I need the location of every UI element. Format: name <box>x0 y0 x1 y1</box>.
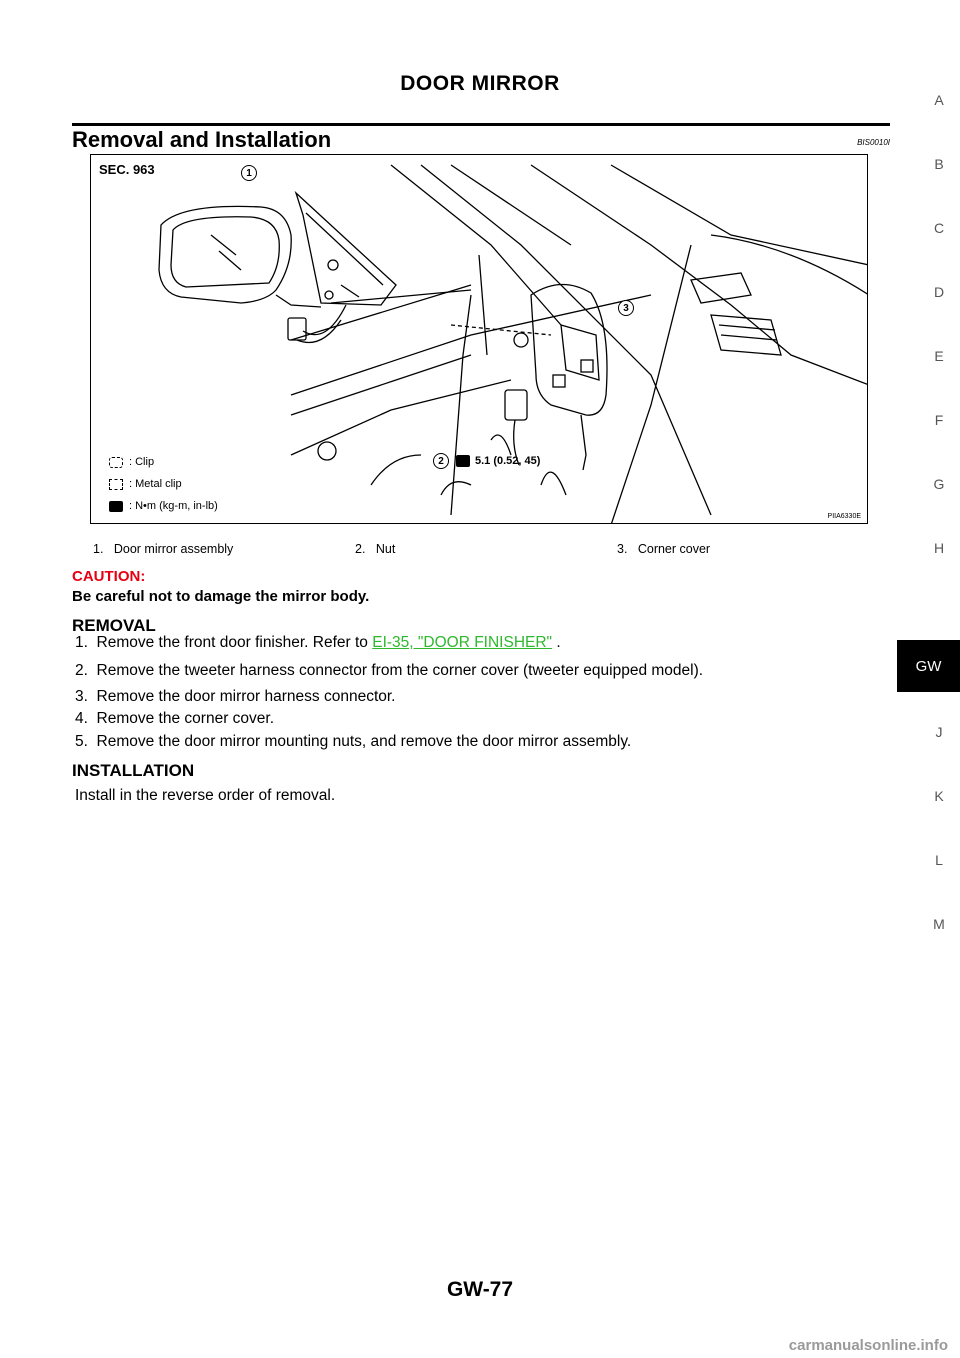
legend-torque-label: : N•m (kg-m, in-lb) <box>129 500 218 512</box>
torque-legend-icon <box>109 501 123 512</box>
page-number: GW-77 <box>446 1278 514 1301</box>
side-tab-m[interactable]: M <box>933 916 945 932</box>
legend-clip-label: : Clip <box>129 456 155 468</box>
side-tab-h[interactable]: H <box>933 540 945 556</box>
side-tab-f[interactable]: F <box>934 412 944 428</box>
section-code: BIS0010I <box>857 138 890 147</box>
header-rule <box>72 123 890 126</box>
removal-step-1 <box>75 634 561 652</box>
metal-clip-icon <box>109 479 123 490</box>
side-tab-j[interactable]: J <box>935 724 943 740</box>
removal-heading: REMOVAL <box>72 616 156 635</box>
torque-icon <box>456 455 470 467</box>
callout-2: 2 <box>433 453 449 469</box>
removal-step-3: 3. Remove the door mirror harness connector. <box>75 688 396 705</box>
side-tab-l[interactable]: L <box>935 852 943 868</box>
legend-metal-clip-label: : Metal clip <box>129 478 182 490</box>
side-tab-d[interactable]: D <box>933 284 945 300</box>
part-item-1: 1. Door mirror assembly <box>93 542 234 556</box>
removal-step-1-end: . <box>552 634 561 651</box>
section-number-label: SEC. 963 <box>99 162 155 177</box>
installation-heading: INSTALLATION <box>72 761 195 780</box>
removal-step-4: 4. Remove the corner cover. <box>75 710 275 727</box>
torque-spec-value: 5.1 (0.52, 45) <box>475 455 541 467</box>
removal-step-2: 2. Remove the tweeter harness connector from the corner cover (tweeter equipped model). <box>75 662 704 679</box>
callout-1: 1 <box>241 165 257 181</box>
clip-icon <box>109 457 123 468</box>
legend-row-torque <box>109 495 218 517</box>
page-header-title: DOOR MIRROR <box>400 72 560 95</box>
section-title: Removal and Installation <box>72 127 332 152</box>
installation-text: Install in the reverse order of removal. <box>75 787 336 804</box>
side-tab-e[interactable]: E <box>934 348 944 364</box>
door-finisher-link[interactable]: EI-35, "DOOR FINISHER" <box>372 634 553 651</box>
caution-text: Be careful not to damage the mirror body. <box>72 588 370 605</box>
side-tab-k[interactable]: K <box>934 788 944 804</box>
torque-spec <box>456 455 540 467</box>
diagram-legend <box>109 451 218 517</box>
side-tab-a[interactable]: A <box>934 92 944 108</box>
door-mirror-diagram <box>90 154 868 524</box>
part-item-2: 2. Nut <box>355 542 396 556</box>
legend-row-metal-clip <box>109 473 218 495</box>
caution-title: CAUTION: <box>72 568 146 585</box>
side-tab-c[interactable]: C <box>933 220 945 236</box>
legend-row-clip <box>109 451 218 473</box>
side-tab-g[interactable]: G <box>933 476 945 492</box>
figure-id: PIIA6330E <box>827 513 861 520</box>
watermark: carmanualsonline.info <box>788 1337 948 1354</box>
removal-step-1-text: 1. Remove the front door finisher. Refer to <box>75 634 373 651</box>
side-tab-b[interactable]: B <box>934 156 944 172</box>
removal-step-5: 5. Remove the door mirror mounting nuts, and remove the door mirror assembly. <box>75 733 632 750</box>
part-item-3: 3. Corner cover <box>617 542 711 556</box>
side-tab-gw[interactable]: GW <box>897 640 960 692</box>
callout-3: 3 <box>618 300 634 316</box>
